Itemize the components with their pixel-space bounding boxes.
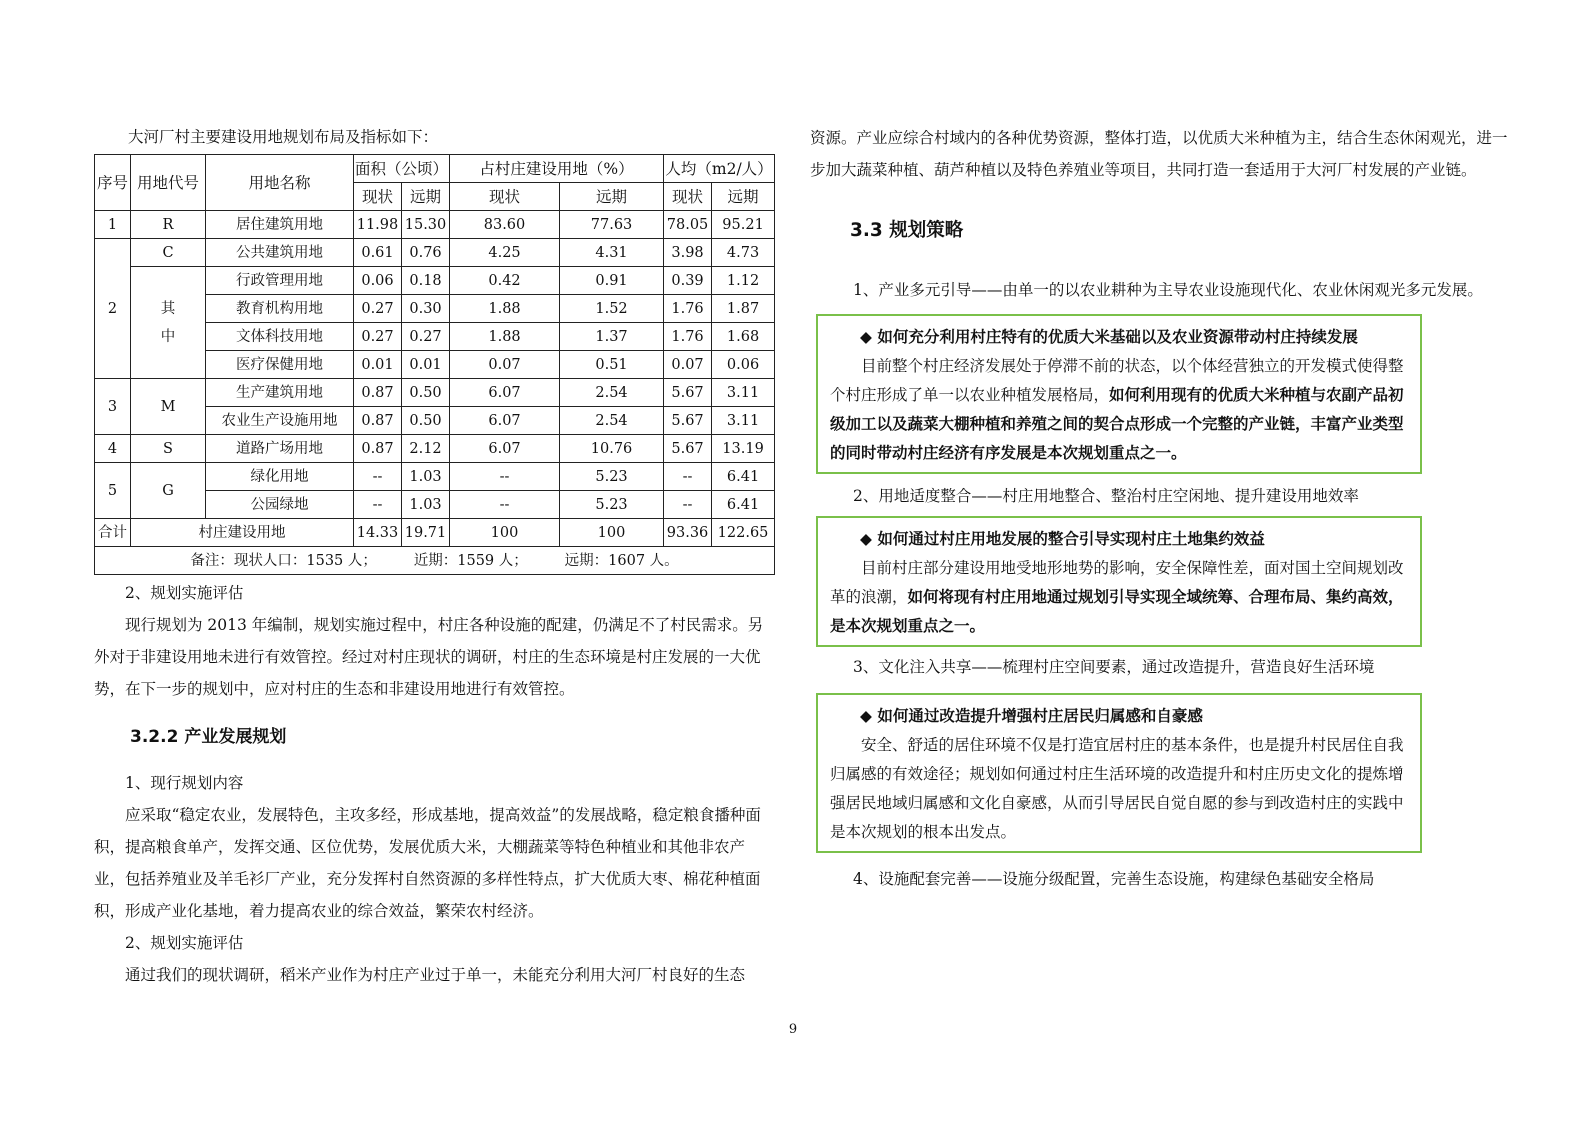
cell-value: 95.21 bbox=[712, 211, 775, 239]
cell-value: 0.18 bbox=[402, 267, 450, 295]
cell-value: 0.27 bbox=[354, 323, 402, 351]
table-caption: 大河厂村主要建设用地规划布局及指标如下： bbox=[128, 128, 439, 146]
cell-value: 1.52 bbox=[560, 295, 664, 323]
cell-value: 0.06 bbox=[354, 267, 402, 295]
header-name: 用地名称 bbox=[206, 155, 354, 211]
highlight-box-3 bbox=[816, 693, 1422, 853]
cell-value: 0.87 bbox=[354, 435, 402, 463]
table-row bbox=[95, 463, 775, 491]
cell-value: 0.27 bbox=[402, 323, 450, 351]
cell-value: 2.54 bbox=[560, 407, 664, 435]
cell-value: 0.42 bbox=[450, 267, 560, 295]
eval-heading: 2、规划实施评估 bbox=[125, 584, 244, 602]
box1-body bbox=[830, 352, 1408, 468]
cell-value: 77.63 bbox=[560, 211, 664, 239]
cell-name: 绿化用地 bbox=[206, 463, 354, 491]
cell-value: 93.36 bbox=[664, 519, 712, 547]
cell-value: 100 bbox=[560, 519, 664, 547]
table-total-row bbox=[95, 519, 775, 547]
cell-value: 3.11 bbox=[712, 407, 775, 435]
cell-name: 医疗保健用地 bbox=[206, 351, 354, 379]
cell-no: 5 bbox=[95, 463, 131, 519]
strategy-4: 4、设施配套完善——设施分级配置，完善生态设施，构建绿色基础安全格局 bbox=[853, 870, 1375, 888]
subheader-pct-now: 现状 bbox=[450, 183, 560, 211]
cell-value: 0.61 bbox=[354, 239, 402, 267]
box1-title: ◆ 如何充分利用村庄特有的优质大米基础以及农业资源带动村庄持续发展 bbox=[860, 328, 1358, 346]
page-number: 9 bbox=[788, 1022, 798, 1037]
cell-value: -- bbox=[450, 491, 560, 519]
cell-name: 行政管理用地 bbox=[206, 267, 354, 295]
table-row bbox=[95, 435, 775, 463]
cell-value: 0.07 bbox=[450, 351, 560, 379]
cell-value: 15.30 bbox=[402, 211, 450, 239]
cell-value: 100 bbox=[450, 519, 560, 547]
cell-value: 0.50 bbox=[402, 379, 450, 407]
box2-text: 目前村庄部分建设用地受地形地势的影响，安全保障性差，面对国土空间规划改革的浪潮， bbox=[830, 559, 1404, 606]
cell-value: 2.12 bbox=[402, 435, 450, 463]
cell-value: 4.31 bbox=[560, 239, 664, 267]
cell-no: 2 bbox=[95, 239, 131, 379]
cell-value: 2.54 bbox=[560, 379, 664, 407]
cell-value: 5.23 bbox=[560, 491, 664, 519]
box2-body bbox=[830, 554, 1408, 641]
cell-value: 5.67 bbox=[664, 379, 712, 407]
cell-value: -- bbox=[450, 463, 560, 491]
cell-value: 1.03 bbox=[402, 463, 450, 491]
cell-value: 3.98 bbox=[664, 239, 712, 267]
cell-value: 1.68 bbox=[712, 323, 775, 351]
cell-value: 0.39 bbox=[664, 267, 712, 295]
cell-code-subgroup: 其 中 bbox=[131, 267, 206, 379]
box3-body: 安全、舒适的居住环境不仅是打造宜居村庄的基本条件，也是提升村民居住自我归属感的有效途径；规划如何通过村庄生活环境的改造提升和村庄历史文化的提炼增强居民地域归属感和文化自豪感，从而引导居民自觉自愿的参与到改造村庄的实践中是本次规划的根本出发点。 bbox=[830, 736, 1404, 841]
header-code: 用地代号 bbox=[131, 155, 206, 211]
cell-value: -- bbox=[664, 463, 712, 491]
cell-total-label: 合计 bbox=[95, 519, 131, 547]
cell-value: 0.87 bbox=[354, 407, 402, 435]
section-heading-33: 3.3 规划策略 bbox=[850, 220, 964, 241]
cell-value: 1.37 bbox=[560, 323, 664, 351]
box3-title: ◆ 如何通过改造提升增强村庄居民归属感和自豪感 bbox=[860, 707, 1203, 725]
cell-value: 0.91 bbox=[560, 267, 664, 295]
cell-value: 6.07 bbox=[450, 407, 560, 435]
strategy-2: 2、用地适度整合——村庄用地整合、整治村庄空闲地、提升建设用地效率 bbox=[853, 487, 1359, 505]
cell-value: 0.06 bbox=[712, 351, 775, 379]
cell-value: 1.88 bbox=[450, 295, 560, 323]
cell-value: -- bbox=[354, 491, 402, 519]
table-note-row bbox=[95, 547, 775, 575]
cell-no: 3 bbox=[95, 379, 131, 435]
header-percent: 占村庄建设用地（%） bbox=[450, 155, 664, 183]
subheader-area-far: 远期 bbox=[402, 183, 450, 211]
cell-value: 6.07 bbox=[450, 379, 560, 407]
cell-code: M bbox=[131, 379, 206, 435]
cell-value: 10.76 bbox=[560, 435, 664, 463]
eval-body: 现行规划为 2013 年编制，规划实施过程中，村庄各种设施的配建，仍满足不了村民需求。另外对于非建设用地未进行有效管控。经过对村庄现状的调研，村庄的生态环境是村庄发展的一大优势，在下一步的规划中，应对村庄的生态和非建设用地进行有效管控。 bbox=[94, 616, 764, 698]
strategy-1: 1、产业多元引导——由单一的以农业耕种为主导农业设施现代化、农业休闲观光多元发展。 bbox=[853, 281, 1483, 299]
highlight-box-1 bbox=[816, 314, 1422, 474]
box2-bold-text: 如何将现有村庄用地通过规划引导实现全域统筹、合理布局、集约高效，是本次规划重点之一。 bbox=[830, 588, 1404, 635]
header-per-capita: 人均（m2/人） bbox=[664, 155, 775, 183]
cell-value: 1.87 bbox=[712, 295, 775, 323]
cell-value: 0.51 bbox=[560, 351, 664, 379]
highlight-box-2 bbox=[816, 516, 1422, 647]
cell-value: 11.98 bbox=[354, 211, 402, 239]
current-plan-heading: 1、现行规划内容 bbox=[125, 774, 244, 792]
cell-name: 公共建筑用地 bbox=[206, 239, 354, 267]
cell-value: 19.71 bbox=[402, 519, 450, 547]
cell-value: 0.07 bbox=[664, 351, 712, 379]
table-row bbox=[95, 379, 775, 407]
cell-code: R bbox=[131, 211, 206, 239]
table-row bbox=[95, 239, 775, 267]
header-area: 面积（公顷） bbox=[354, 155, 450, 183]
cell-value: 5.23 bbox=[560, 463, 664, 491]
cell-value: 0.50 bbox=[402, 407, 450, 435]
cell-value: -- bbox=[664, 491, 712, 519]
cell-code: G bbox=[131, 463, 206, 519]
subheader-area-now: 现状 bbox=[354, 183, 402, 211]
cell-value: 13.19 bbox=[712, 435, 775, 463]
cell-value: -- bbox=[354, 463, 402, 491]
cell-total-name: 村庄建设用地 bbox=[131, 519, 354, 547]
table-row bbox=[95, 267, 775, 295]
strategy-3: 3、文化注入共享——梳理村庄空间要素，通过改造提升，营造良好生活环境 bbox=[853, 658, 1375, 676]
cell-value: 4.73 bbox=[712, 239, 775, 267]
cell-value: 1.76 bbox=[664, 323, 712, 351]
cell-value: 6.41 bbox=[712, 463, 775, 491]
cell-value: 14.33 bbox=[354, 519, 402, 547]
cell-name: 生产建筑用地 bbox=[206, 379, 354, 407]
cell-no: 1 bbox=[95, 211, 131, 239]
cell-value: 0.87 bbox=[354, 379, 402, 407]
cell-value: 0.30 bbox=[402, 295, 450, 323]
cell-value: 5.67 bbox=[664, 407, 712, 435]
cell-value: 0.76 bbox=[402, 239, 450, 267]
cell-value: 1.12 bbox=[712, 267, 775, 295]
section-heading-322: 3.2.2 产业发展规划 bbox=[130, 727, 287, 747]
cell-name: 公园绿地 bbox=[206, 491, 354, 519]
cell-code: S bbox=[131, 435, 206, 463]
cell-value: 6.41 bbox=[712, 491, 775, 519]
subheader-pct-far: 远期 bbox=[560, 183, 664, 211]
cell-value: 1.03 bbox=[402, 491, 450, 519]
eval2-heading: 2、规划实施评估 bbox=[125, 934, 244, 952]
cell-value: 5.67 bbox=[664, 435, 712, 463]
cell-value: 4.25 bbox=[450, 239, 560, 267]
cell-value: 0.27 bbox=[354, 295, 402, 323]
cell-name: 教育机构用地 bbox=[206, 295, 354, 323]
left-column bbox=[94, 122, 774, 991]
cell-name: 道路广场用地 bbox=[206, 435, 354, 463]
cell-value: 78.05 bbox=[664, 211, 712, 239]
box2-title: ◆ 如何通过村庄用地发展的整合引导实现村庄土地集约效益 bbox=[860, 530, 1265, 548]
current-plan-body: 应采取“稳定农业，发展特色，主攻多经，形成基地，提高效益”的发展战略，稳定粮食播种面积，提高粮食单产，发挥交通、区位优势，发展优质大米，大棚蔬菜等特色种植业和其他非农产业，包括养殖业及羊毛衫厂产业，充分发挥村自然资源的多样性特点，扩大优质大枣、棉花种植面积，形成产业化基地，着力提高农业的综合效益，繁荣农村经济。 bbox=[94, 806, 761, 920]
cell-code: C bbox=[131, 239, 206, 267]
cell-value: 1.76 bbox=[664, 295, 712, 323]
cell-value: 0.01 bbox=[402, 351, 450, 379]
subheader-percap-now: 现状 bbox=[664, 183, 712, 211]
header-no: 序号 bbox=[95, 155, 131, 211]
box1-bold-text: 如何利用现有的优质大米种植与农副产品初级加工以及蔬菜大棚种植和养殖之间的契合点形成一个完整的产业链，丰富产业类型的同时带动村庄经济有序发展是本次规划重点之一。 bbox=[830, 386, 1404, 462]
cell-value: 3.11 bbox=[712, 379, 775, 407]
cell-value: 83.60 bbox=[450, 211, 560, 239]
right-column bbox=[810, 122, 1514, 895]
table-row bbox=[95, 211, 775, 239]
cell-value: 6.07 bbox=[450, 435, 560, 463]
cell-value: 0.01 bbox=[354, 351, 402, 379]
cell-name: 居住建筑用地 bbox=[206, 211, 354, 239]
land-use-table bbox=[94, 154, 775, 575]
cell-name: 农业生产设施用地 bbox=[206, 407, 354, 435]
cell-no: 4 bbox=[95, 435, 131, 463]
cell-name: 文体科技用地 bbox=[206, 323, 354, 351]
eval2-body: 通过我们的现状调研，稻米产业作为村庄产业过于单一，未能充分利用大河厂村良好的生态 bbox=[125, 966, 746, 984]
subheader-percap-far: 远期 bbox=[712, 183, 775, 211]
continued-paragraph: 资源。产业应综合村域内的各种优势资源，整体打造，以优质大米种植为主，结合生态休闲观光，进一步加大蔬菜种植、葫芦种植以及特色养殖业等项目，共同打造一套适用于大河厂村发展的产业链。 bbox=[810, 129, 1508, 179]
cell-value: 1.88 bbox=[450, 323, 560, 351]
box1-text: 目前整个村庄经济发展处于停滞不前的状态，以个体经营独立的开发模式使得整个村庄形成了单一以农业种植发展格局， bbox=[830, 357, 1404, 404]
table-note: 备注：现状人口：1535 人； 近期：1559 人； 远期：1607 人。 bbox=[95, 547, 775, 575]
cell-value: 122.65 bbox=[712, 519, 775, 547]
